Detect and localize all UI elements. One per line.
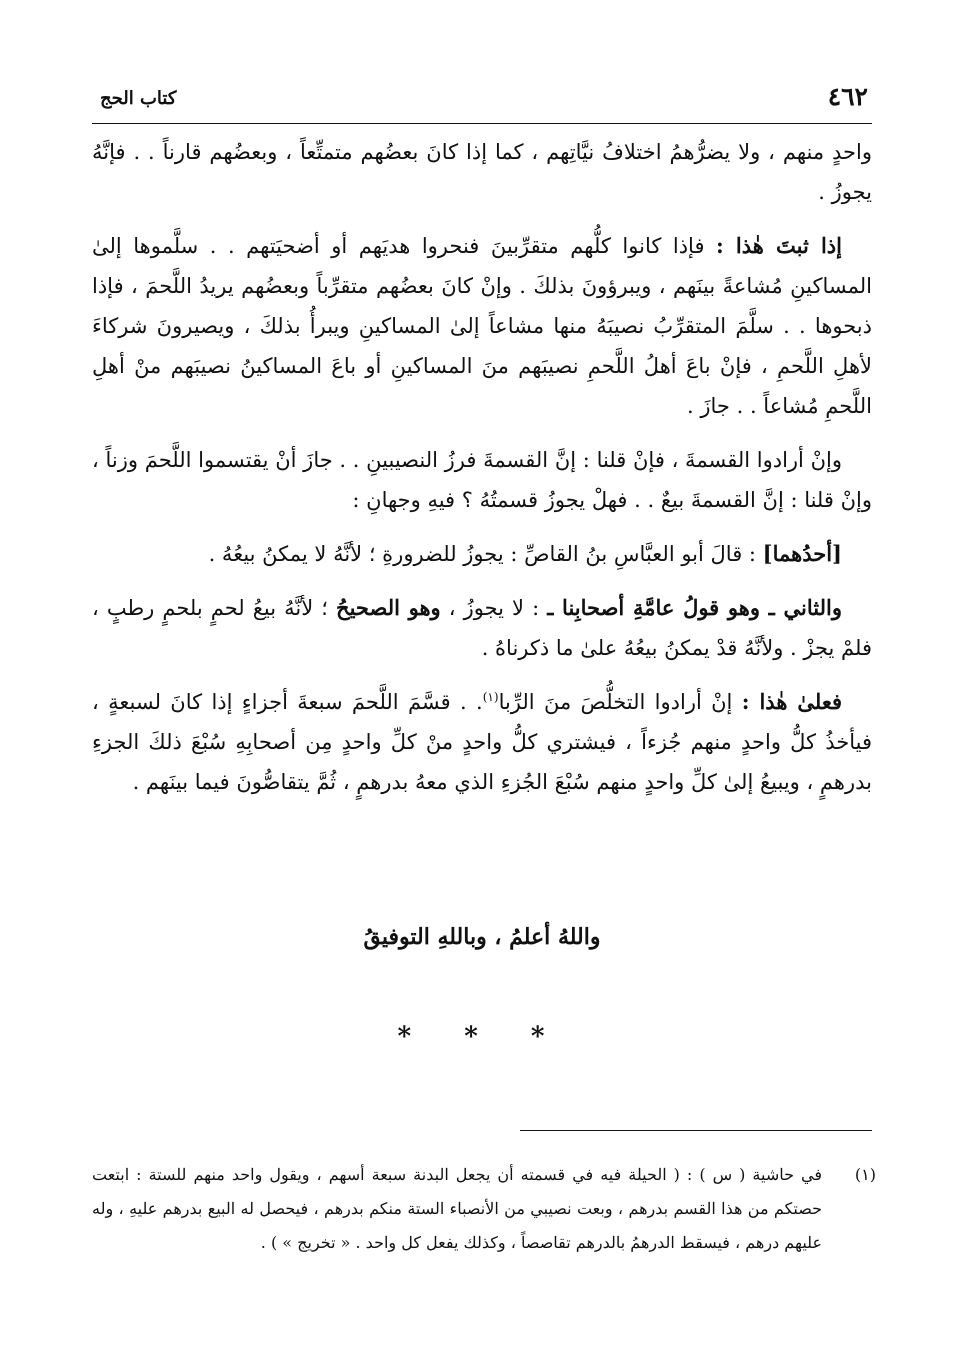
- paragraph-lead: إذا ثبتَ هٰذا :: [716, 233, 842, 258]
- paragraph-text: إنْ أرادوا التخلُّصَ منَ الرِّبا: [498, 690, 733, 714]
- paragraph-lead: [أحدُهما]: [762, 541, 842, 566]
- paragraph-5: [92, 588, 872, 668]
- paragraph-text: فإذا كانوا كلُّهم متقرِّبينَ فنحروا هديَهم أو أضحيَتهم . . سلَّموها إلىٰ المساكينِ مُشاعةً بينَهم ، ويبرؤونَ بذلكَ . وإنْ كانَ بعضُهم متقرِّباً وبعضُهم يريدُ اللَّحمَ ، فإذا ذبحوها . . سلَّمَ المتقرِّبُ نصيبَهُ منها مشاعاً إلىٰ المساكينِ ويبرأُ بذلكَ ، ويصيرونَ شركاءَ لأهلِ اللَّحمِ ، فإنْ باعَ أهلُ اللَّحمِ نصيبَهم منَ المساكينِ أو باعَ المساكينُ نصيبَهم منْ أهلِ اللَّحمِ مُشاعاً . . جازَ .: [92, 234, 872, 418]
- paragraph-text: واحدٍ منهم ، ولا يضرُّهمُ اختلافُ نيَّاتِهم ، كما إذا كانَ بعضُهم متمتِّعاً ، وبعضُهم قارناً . . فإنَّهُ يجوزُ .: [92, 140, 872, 204]
- section-separator: * * *: [397, 1022, 567, 1052]
- paragraph-4: [92, 534, 872, 574]
- paragraph-2: [92, 226, 872, 426]
- footnote-text: في حاشية ( س ) : ( الحيلة فيه في قسمته أن يجعل البدنة سبعة أسهم ، ويقول واحد منهم للستة : ابتعت حصتكم من هذا القسم بدرهم ، وبعت نصيبي من الأنصباء الستة منكم بدرهم ، فيحصل له البيع بدرهم عليهِ ، وله عليهم درهم ، فيسقط الدرهمُ بالدرهم تقاصصاً ، وكذلك يفعل كل واحد . « تخريج » ) .: [92, 1165, 822, 1252]
- paragraph-3: [92, 440, 872, 520]
- closing-formula: واللهُ أعلمُ ، وباللهِ التوفيقُ: [363, 924, 601, 950]
- footnote-rule: [520, 1130, 872, 1131]
- paragraph-text: وإنْ أرادوا القسمةَ ، فإنْ قلنا : إنَّ القسمةَ فرزُ النصيبينِ . . جازَ أنْ يقتسموا اللَّحمَ وزناً ، وإنْ قلنا : إنَّ القسمةَ بيعٌ . . فهلْ يجوزُ قسمتُهُ ؟ فيهِ وجهانِ :: [92, 448, 872, 512]
- paragraph-text: : قالَ أبو العبَّاسِ بنُ القاصِّ : يجوزُ للضرورةِ ؛ لأنَّهُ لا يمكنُ بيعُهُ .: [208, 542, 756, 566]
- paragraph-text: : لا يجوزُ ،: [448, 596, 540, 620]
- paragraph-lead: والثاني ـ وهو قولُ عامَّةِ أصحابِنا ـ: [547, 595, 842, 620]
- footnote: [92, 1158, 876, 1260]
- paragraph-lead: فعلىٰ هٰذا :: [741, 689, 842, 714]
- paragraph-text: . . قسَّمَ اللَّحمَ سبعةَ أجزاءٍ إذا كانَ لسبعةٍ ، فيأخذُ كلُّ واحدٍ منهم جُزءاً ، فيشتري كلُّ واحدٍ منْ كلِّ واحدٍ مِن أصحابِهِ سُبْعَ ذلكَ الجزءِ بدرهمٍ ، ويبيعُ إلىٰ كلِّ واحدٍ منهم سُبْعَ الجُزءِ الذي معهُ بدرهمٍ ، ثُمَّ يتقاصُّونَ فيما بينَهم .: [92, 690, 872, 794]
- page-number: ٤٦٢: [827, 82, 868, 111]
- footnote-number: (١): [854, 1165, 876, 1184]
- paragraph-1: [92, 132, 872, 212]
- page-header: [92, 82, 872, 118]
- header-rule: [92, 123, 872, 124]
- main-text: [92, 132, 872, 816]
- running-title: كتاب الحج: [100, 88, 177, 109]
- paragraph-text: ؛ لأنَّهُ بيعُ لحمٍ بلحمٍ رطبٍ ، فلمْ يجزْ . ولأنَّهُ قدْ يمكنُ بيعُهُ علىٰ ما ذكرناهُ .: [92, 596, 872, 660]
- paragraph-6: [92, 682, 872, 802]
- footnote-reference[interactable]: (١): [482, 690, 499, 704]
- paragraph-emphasis: وهو الصحيحُ: [336, 595, 441, 620]
